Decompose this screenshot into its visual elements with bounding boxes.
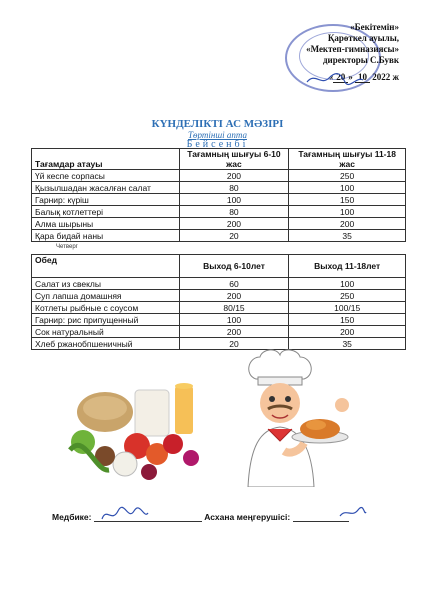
menu-table-kazakh <box>31 148 406 242</box>
table-row: Гарнир: рис припущенный 100 150 <box>32 314 406 326</box>
menu-title: КҮНДЕЛІКТІ АС МӘЗІРІ <box>151 118 284 130</box>
table-header: Тағамның шығуы 11-18 жас <box>289 149 406 170</box>
table-row: Котлеты рыбные с соусом 80/15 100/15 <box>32 302 406 314</box>
table-row: Салат из свеклы 60 100 <box>32 278 406 290</box>
approval-director: директоры С.Бувк <box>322 55 399 65</box>
kitchen-signature <box>338 506 368 520</box>
nurse-label: Медбике: <box>52 512 92 522</box>
food-illustration <box>65 372 210 490</box>
kitchen-head-label: Асхана меңгерушісі: <box>204 512 291 522</box>
approval-date: « 20 » 10 2022 ж <box>328 72 399 82</box>
menu-table-russian <box>31 254 406 350</box>
table-header: Тағамның шығуы 6-10 жас <box>179 149 289 170</box>
director-signature <box>305 70 365 88</box>
kitchen-head-signature-line <box>293 521 349 522</box>
table-row: Суп лапша домашняя 200 250 <box>32 290 406 302</box>
table-row: Гарнир: күріш 100 150 <box>32 194 406 206</box>
approval-village: Қарөткел ауылы, <box>327 33 399 43</box>
table-header: Тағамдар атауы <box>32 149 180 170</box>
table-header: Выход 6-10лет <box>179 255 289 278</box>
date-day: 20 <box>333 72 348 83</box>
date-year: 2022 ж <box>372 72 399 82</box>
table-row: Балық котлеттері 80 100 <box>32 206 406 218</box>
table-row: Алма шырыны 200 200 <box>32 218 406 230</box>
day-label-russian: Четверг <box>56 244 78 250</box>
table-header: Выход 11-18лет <box>289 255 406 278</box>
table-header: Обед <box>32 255 180 278</box>
table-row: Қара бидай наны 20 35 <box>32 230 406 242</box>
approval-school: «Мектеп-гимназиясы» <box>306 44 399 54</box>
date-month: 10 <box>355 72 370 83</box>
table-row: Үй кеспе сорпасы 200 250 <box>32 170 406 182</box>
table-row: Қызылшадан жасалған салат 80 100 <box>32 182 406 194</box>
table-row: Хлеб ржанобпшеничный 20 35 <box>32 338 406 350</box>
nurse-signature <box>100 505 150 523</box>
approval-heading: «Бекітемін» <box>350 22 399 32</box>
table-row: Сок натуральный 200 200 <box>32 326 406 338</box>
menu-day: Бейсенбі <box>186 139 249 150</box>
menu-week: Төртінші апта <box>187 130 247 140</box>
chef-illustration <box>220 347 360 487</box>
